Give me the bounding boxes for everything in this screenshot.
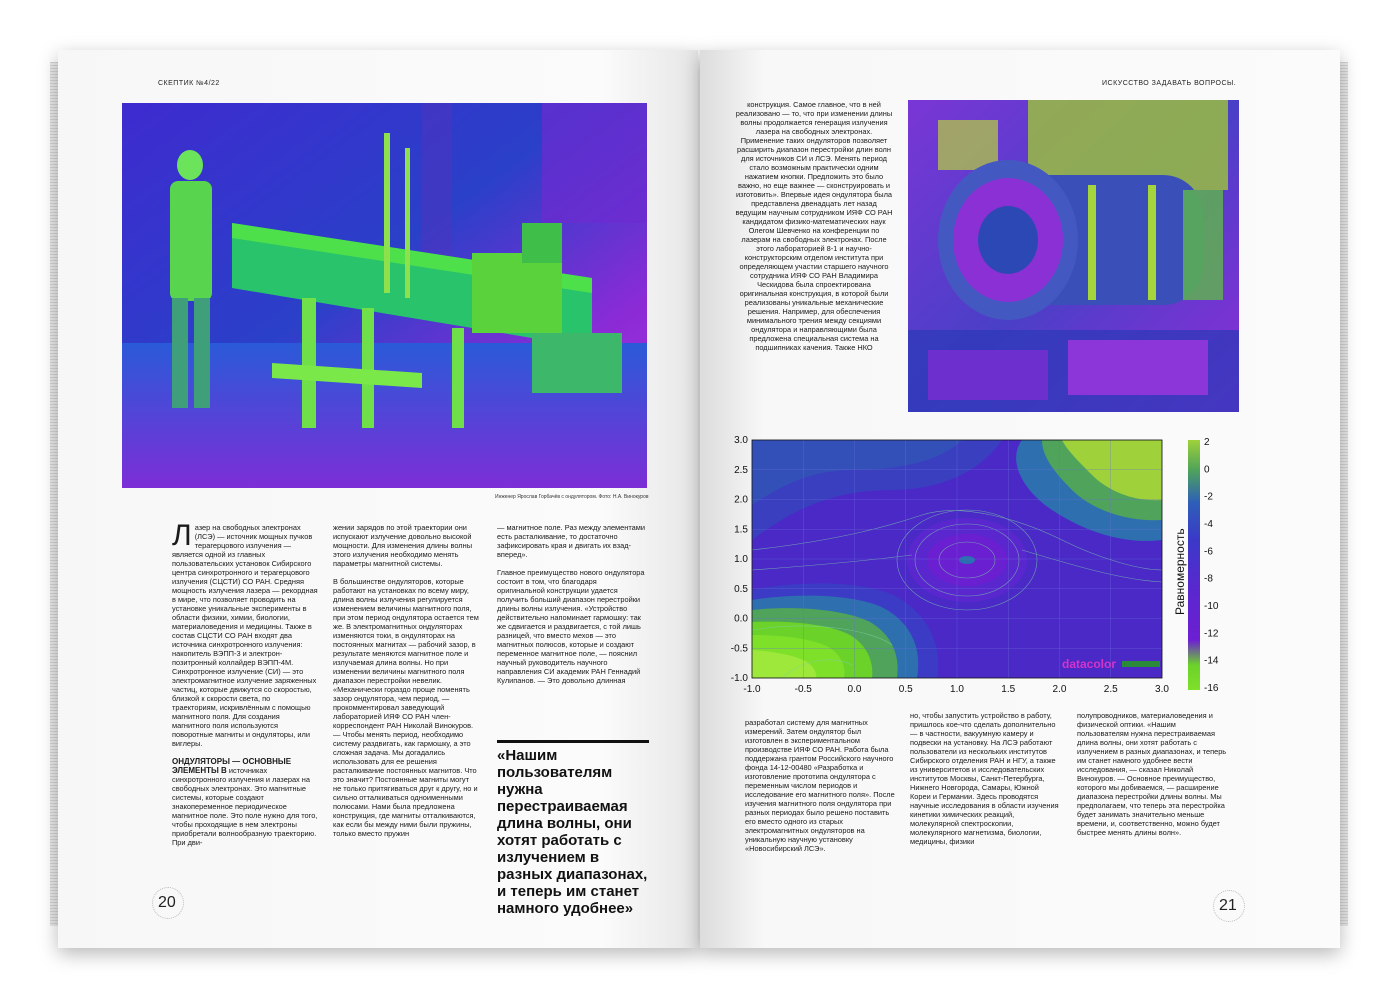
col1-text: азер на свободных электронах (ЛСЭ) — источник мощных пучков терагерцового излучения — является одной из главных пользовательских установок Сибирского центра синхротронного и терагерцового излучения (СЦСТИ) СО РАН. Средняя мощность излучения лазера — рекордная в мире, что позволяет проводить на установке уникальные эксперименты в области физики, химии, биологии, материаловедения и медицины. Также в состав СЦСТИ СО РАН входят два источника синхротронного излучения: накопитель ВЭПП-3 и электрон-позитронный коллайдер ВЭПП-4М. Синхротронное излучение (СИ) — это электромагнитное излучение заряженных частиц, которые движутся со скоростью, близкой к скорости света, по траекториям, искривлённым с помощью магнитного поля. Для создания магнитного поля используются поворотные магниты и ондуляторы, или виглеры. — [172, 523, 318, 748]
x-tick-label: 3.0 — [1155, 684, 1169, 695]
uniformity-contour-chart — [722, 430, 1220, 698]
photo-caption: Инженер Ярослав Горбачёв с ондулятором. Фото: Н.А. Винокуров — [495, 494, 649, 500]
y-tick-label: 3.0 — [734, 435, 748, 446]
x-tick-label: 2.0 — [1052, 684, 1067, 695]
chart-watermark: datacolor — [1062, 657, 1117, 671]
right-bottom-column-1 — [745, 718, 895, 862]
x-tick-label: 1.0 — [950, 684, 964, 695]
colorbar-tick-labels — [1204, 437, 1219, 694]
col1-subhead: ОНДУЛЯТОРЫ — ОСНОВНЫЕ ЭЛЕМЕНТЫ В — [172, 757, 292, 775]
col2-text-2: В большинстве ондуляторов, которые работают на установках по всему миру, длина волны излучения регулируется изменением величины магнитного поля, при этом период ондулятора остается тем же. В электромагнитных ондуляторах изменяются токи, в ондуляторах на постоянных магнитах — рабочий зазор, в результате меняются магнитное поле и излучаемая длина волны. Но при изменении величины магнитного поля диапазон перестройки невелик. «Механически гораздо проще поменять зазор ондулятора, чем период, — прокомментировал заведующий лабораторией ИЯФ СО РАН член-корреспондент РАН Николай Винокуров. — Чтобы менять период, необходимо систему раздвигать, как гармошку, а это сложная задача. Мы догадались использовать для ее решения расталкивание постоянных магнитов. Что это значит? Постоянные магниты могут не только притягиваться друг к другу, но и сильно отталкиваться одноименными полюсами. Нами была предложена конструкция, где магниты отталкиваются, как если бы между ними были пружины, только вместо пружин — [333, 577, 479, 838]
left-column-1 — [172, 519, 318, 856]
right-bottom-column-3 — [1077, 711, 1227, 846]
right-top-text: конструкция. Самое главное, что в ней реализовано — то, что при изменении длины волны продолжается генерация излучения лазера на свободных электронах. Применение таких ондуляторов позволяет расширить диапазон перестройки длин волн для источников СИ и ЛСЭ. Менять период стало возможным практически одним нажатием кнопки. Предложить это было важно, но еще важнее — сконструировать и изготовить». Впервые идея ондулятора была представлена двенадцать лет назад ведущим научным сотрудником ИЯФ СО РАН кандидатом физико-математических наук Олегом Шевченко на конференции по лазерам на свободных электронах. После этого лабораторией 8-1 и научно-конструкторским отделом института при определяющем участии старшего научного сотрудника ИЯФ СО РАН Владимира Ческидова была спроектирована оригинальная конструкция, в которой были реализованы уникальные механические решения. Например, для обеспечения минимального трения между секциями ондулятора и направляющими была предложена специальная система на подшипниках качения. Также НКО — [735, 100, 893, 352]
right-top-column — [735, 100, 893, 361]
contour-plot-svg — [722, 430, 1220, 698]
y-tick-label: 1.0 — [734, 554, 748, 565]
colorbar-tick-label: 0 — [1204, 464, 1210, 476]
x-tick-label: 0.0 — [847, 684, 862, 695]
colorbar-tick-label: -2 — [1204, 491, 1213, 503]
page-number-left: 20 — [158, 894, 176, 911]
y-tick-label: 2.5 — [734, 464, 748, 476]
pull-quote-rule — [497, 740, 649, 743]
x-tick-label: 2.5 — [1103, 684, 1118, 695]
dropcap: Л — [172, 519, 192, 552]
x-tick-label: -0.5 — [794, 684, 812, 695]
colorbar-tick-label: -12 — [1204, 628, 1219, 640]
colorbar-tick-label: -6 — [1204, 546, 1213, 558]
y-tick-label: 0.0 — [734, 613, 748, 625]
colorbar-tick-label: -10 — [1204, 601, 1219, 612]
col2-text: жении зарядов по этой траектории они испускают излучение довольно высокой мощности. Для изменения длины волны этого излучения необходимо менять параметры магнитной системы. — [333, 523, 473, 568]
y-tick-label: -0.5 — [730, 643, 748, 655]
col3-text: — магнитное поле. Раз между элементами есть расталкивание, то достаточно зафиксировать края и двигать их взад-вперед». — [497, 523, 645, 559]
left-column-3 — [497, 523, 645, 694]
x-tick-label: -1.0 — [743, 684, 761, 695]
colorbar-tick-label: -8 — [1204, 573, 1213, 585]
y-tick-label: 2.0 — [734, 494, 748, 506]
colorbar — [1188, 440, 1200, 690]
colorbar-label: Равномерность — [1173, 528, 1187, 615]
col1-text-2: источниках синхротронного излучения и лазерах на свободных электронах. Это магнитные системы, которые создают знакопеременное периодическое магнитное поле. Это поле нужно для того, чтобы проходящие в нем электроны приобретали волнообразную траекторию. При дви- — [172, 766, 318, 847]
y-tick-label: 1.5 — [734, 524, 748, 536]
right-bottom-text-1: разработал систему для магнитных измерений. Затем ондулятор был изготовлен в экспериментальном производстве ИЯФ СО РАН. Работа была поддержана грантом Российского научного фонда 14-12-00480 «Разработка и изготовление прототипа ондулятора с переменным числом периодов и исследование его магнитного поля». После изучения магнитного поля ондулятора при разных периодах было решено поставить его вместо одного из старых электромагнитных ондуляторов на уникальную научную установку «Новосибирский ЛСЭ». — [745, 718, 895, 853]
right-bottom-text-3: полупроводников, материаловедения и физической оптики. «Нашим пользователям нужна перестраиваемая длина волны, они хотят работать с излучением в разных диапазонах, и теперь им станет намного удобнее вести исследования, — сказал Николай Винокуров. — Основное преимущество, которого мы добиваемся, — расширение диапазона перестройки длины волны. Мы предполагаем, что теперь эта перестройка будет занимать значительно меньше времени, и, соответственно, можно будет быстрее менять длины волн». — [1077, 711, 1227, 837]
right-running-head: ИСКУССТВО ЗАДАВАТЬ ВОПРОСЫ. — [1102, 80, 1237, 87]
pull-quote: «Нашим пользователям нужна перестраиваемая длина волны, они хотят работать с излучением в разных диапазонах, и теперь им станет намного удобнее» — [497, 747, 648, 917]
colorbar-tick-label: -16 — [1204, 683, 1219, 694]
right-bottom-text-2: но, чтобы запустить устройство в работу, пришлось кое-что сделать дополнительно — в частности, вакуумную камеру и подвески на установку. На ЛСЭ работают пользователи из нескольких институтов Сибирского отделения РАН и НГУ, а также из университетов и исследовательских институтов Москвы, Санкт-Петербурга, Нижнего Новгорода, Самары, Южной Кореи и Германии. Здесь проводятся научные исследования в области изучения кинетики химических реакций, молекулярной спектроскопии, молекулярного магнетизма, биологии, медицины, физики — [910, 711, 1059, 846]
colorbar-tick-label: -4 — [1204, 519, 1213, 530]
undulator-photo — [122, 103, 647, 488]
y-tick-labels — [731, 435, 749, 684]
y-tick-label: -1.0 — [730, 673, 748, 684]
installation-photo — [908, 100, 1239, 412]
col3-text-2: Главное преимущество нового ондулятора состоит в том, что благодаря оригинальной конструкции удается получить больший диапазон перестройки длины волны излучения. «Устройство действительно напоминает гармошку: так же сдвигается и раздвигается, с той лишь разницей, что вместо мехов — это магнитных полюсов, которые и создают переменное магнитное поле, — пояснил научный руководитель научного направления СИ академик РАН Геннадий Кулипанов. — Это довольно длинная — [497, 568, 645, 685]
x-tick-labels — [743, 684, 1169, 695]
colorbar-tick-label: 2 — [1204, 437, 1210, 448]
page-number-right: 21 — [1219, 897, 1237, 914]
right-bottom-column-2 — [910, 711, 1060, 855]
y-tick-label: 0.5 — [734, 583, 748, 595]
x-tick-label: 0.5 — [898, 684, 913, 695]
x-tick-label: 1.5 — [1001, 684, 1016, 695]
left-running-head: СКЕПТИК №4/22 — [158, 80, 220, 87]
left-column-2 — [333, 523, 479, 847]
colorbar-tick-label: -14 — [1204, 655, 1219, 667]
